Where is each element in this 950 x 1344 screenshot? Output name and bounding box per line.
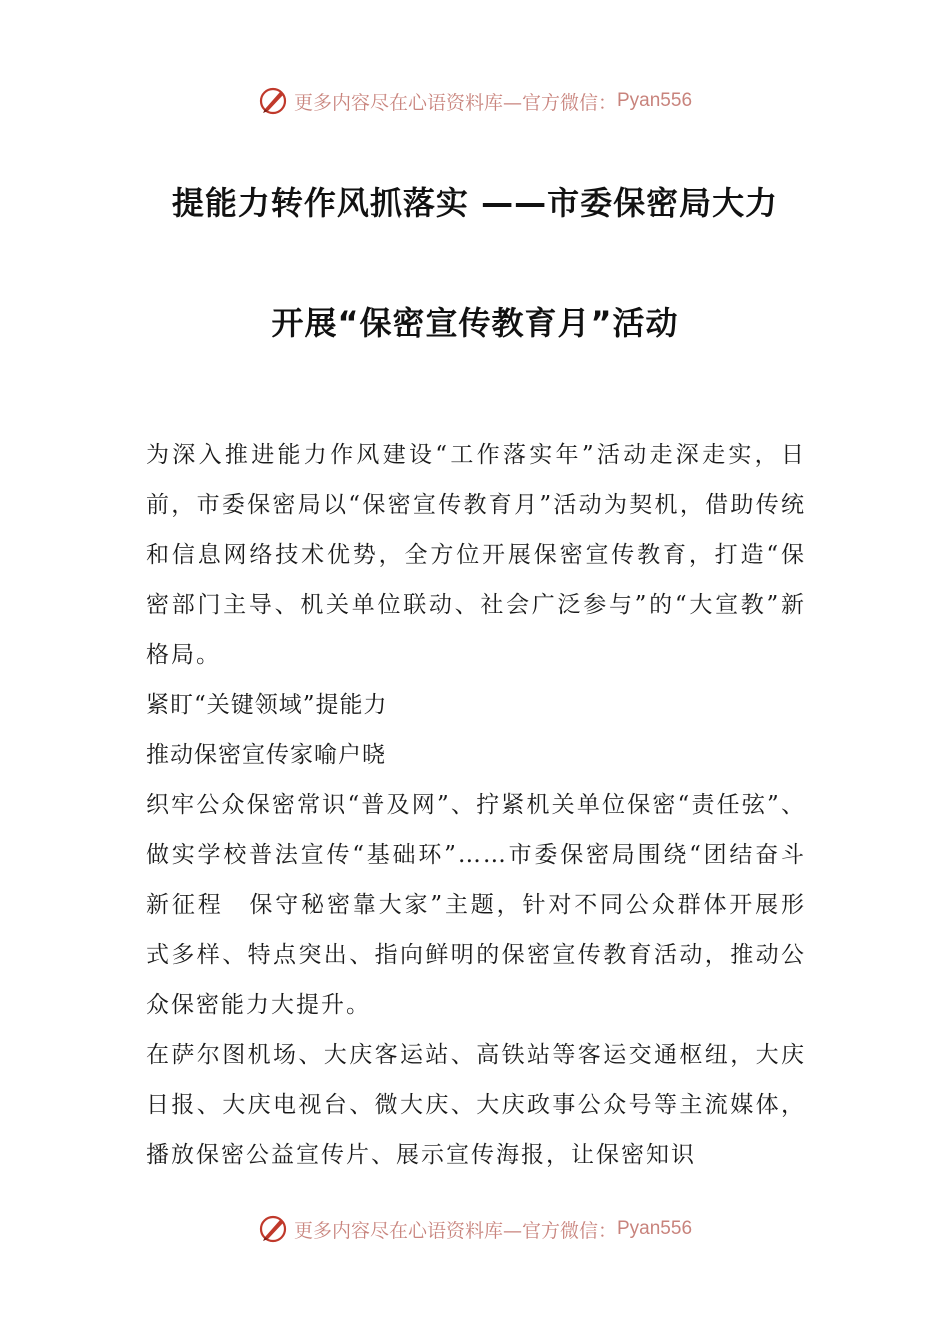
watermark-banner-top (0, 86, 950, 116)
document-body (146, 430, 806, 1180)
document-title-line-1: 提能力转作风抓落实 ——市委保密局大力 (171, 184, 779, 222)
watermark-wechat-id: Pyan556 (617, 90, 693, 111)
document-title-line-2: 开展“保密宣传教育月”活动 (271, 304, 679, 342)
section-heading: 紧盯“关键领域”提能力 (146, 692, 388, 718)
body-paragraph: 为深入推进能力作风建设“工作落实年”活动走深走实，日前，市委保密局以“保密宣传教育月”活动为契机，借助传统和信息网络技术优势，全方位开展保密宣传教育，打造“保密部门主导、机关单位联动、社会广泛参与”的“大宣教”新格局。 (146, 442, 806, 668)
watermark-banner-bottom (0, 1214, 950, 1244)
watermark-text: 更多内容尽在心语资料库—官方微信： (293, 91, 617, 114)
pen-circle-logo-icon (258, 1214, 288, 1244)
watermark-text: 更多内容尽在心语资料库—官方微信： (293, 1219, 617, 1242)
section-subheading: 推动保密宣传家喻户晓 (146, 742, 386, 768)
pen-circle-logo-icon (258, 86, 288, 116)
watermark-wechat-id: Pyan556 (617, 1218, 693, 1239)
body-paragraph: 织牢公众保密常识“普及网”、拧紧机关单位保密“责任弦”、做实学校普法宣传“基础环”……市委保密局围绕“团结奋斗新征程 保守秘密靠大家”主题，针对不同公众群体开展形式多样、特点突出、指向鲜明的保密宣传教育活动，推动公众保密能力大提升。 (146, 792, 806, 1018)
body-paragraph: 在萨尔图机场、大庆客运站、高铁站等客运交通枢纽，大庆日报、大庆电视台、微大庆、大庆政事公众号等主流媒体，播放保密公益宣传片、展示宣传海报，让保密知识 (146, 1042, 806, 1168)
